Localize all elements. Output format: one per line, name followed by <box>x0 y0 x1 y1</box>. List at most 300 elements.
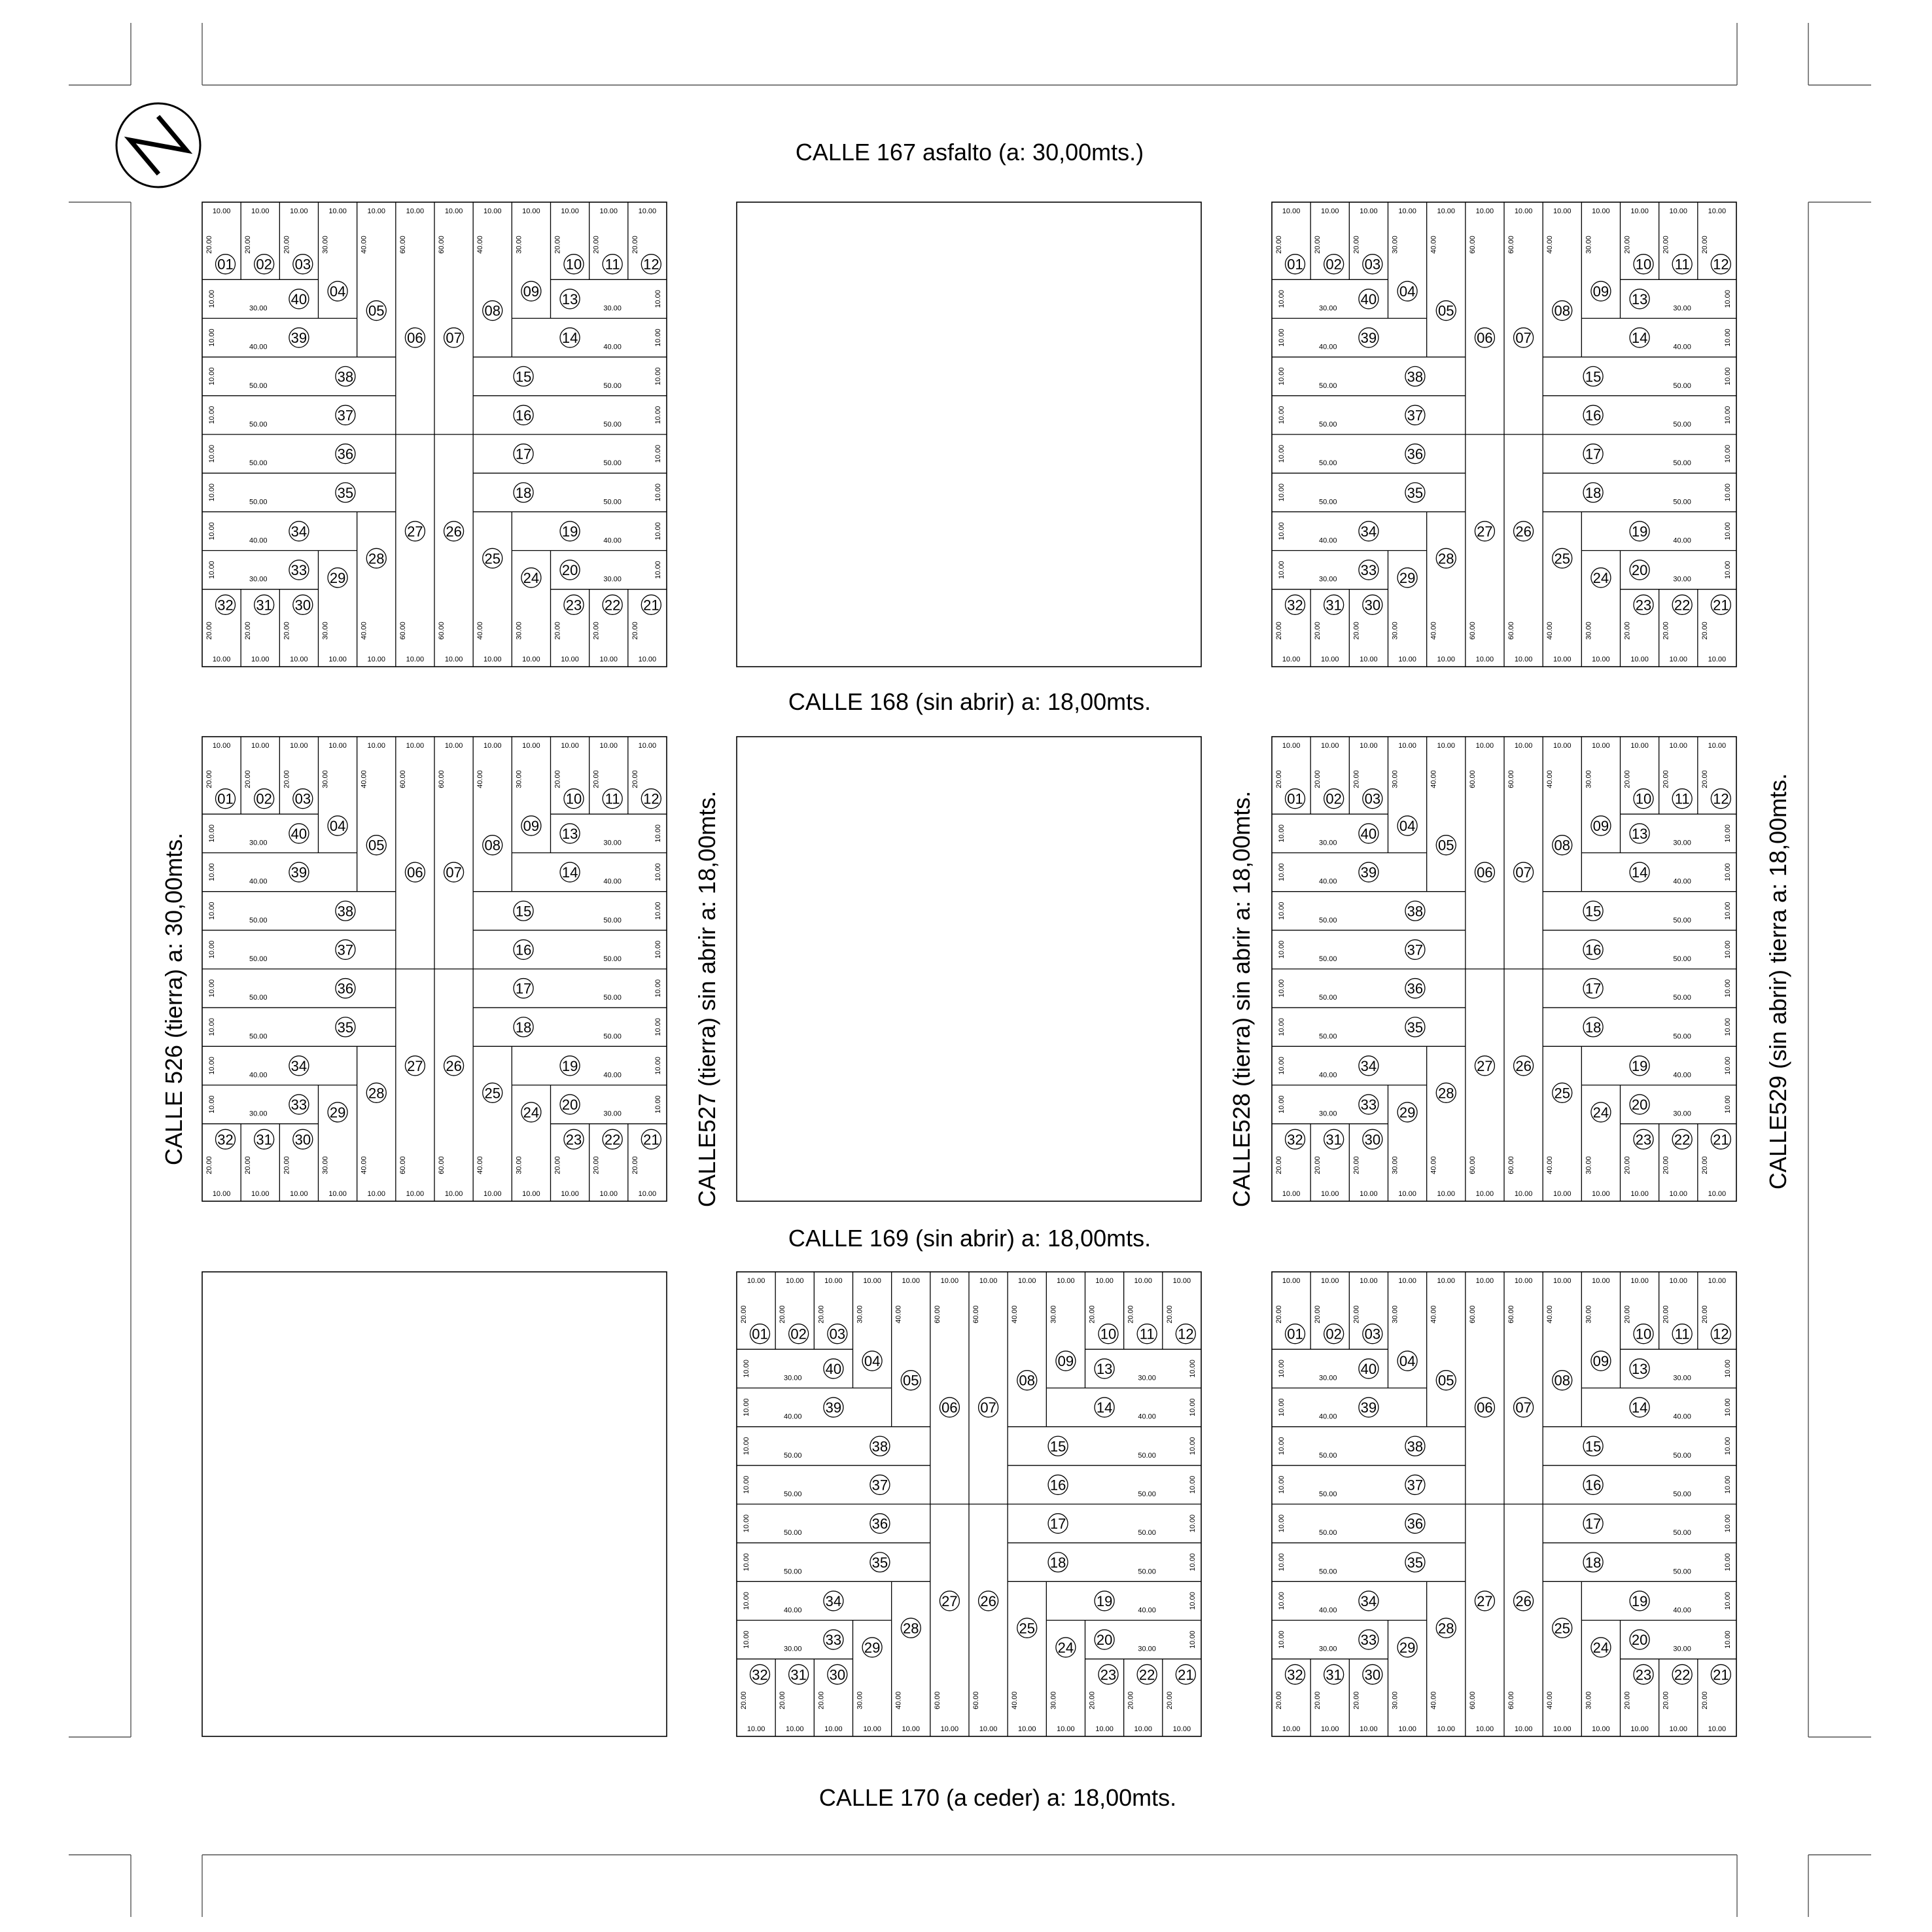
frontage-label: 10.00 <box>1553 1277 1572 1285</box>
lot-04[interactable] <box>1397 816 1417 835</box>
side-label: 10.00 <box>654 1017 662 1036</box>
lot-12[interactable] <box>641 789 661 809</box>
lot-06[interactable] <box>1475 328 1494 347</box>
lot-14[interactable] <box>1630 862 1649 882</box>
lot-24[interactable] <box>1591 568 1611 588</box>
lot-33[interactable] <box>289 1095 309 1114</box>
lot-31[interactable] <box>789 1664 809 1684</box>
lot-15[interactable] <box>1048 1436 1068 1456</box>
lot-25[interactable] <box>483 1083 502 1102</box>
lot-15[interactable] <box>1583 1436 1603 1456</box>
depth-label: 50.00 <box>249 421 268 429</box>
lot-35[interactable] <box>1405 1017 1425 1037</box>
lot-14[interactable] <box>1630 1397 1649 1417</box>
side-label: 10.00 <box>1278 522 1286 540</box>
lot-34[interactable] <box>1359 1056 1379 1076</box>
depth-label: 50.00 <box>603 421 622 429</box>
lot-20[interactable] <box>560 1095 580 1114</box>
lot-32[interactable] <box>750 1664 770 1684</box>
lot-25[interactable] <box>1017 1618 1037 1638</box>
lot-22[interactable] <box>1137 1664 1157 1684</box>
lot-19[interactable] <box>1630 1591 1649 1611</box>
lot-32[interactable] <box>216 1129 236 1149</box>
lot-06[interactable] <box>1475 862 1494 882</box>
lot-20[interactable] <box>1630 560 1649 580</box>
lot-28[interactable] <box>366 1083 386 1102</box>
lot-18[interactable] <box>514 483 533 502</box>
lot-04[interactable] <box>1397 281 1417 301</box>
lot-22[interactable] <box>603 595 622 614</box>
lot-15[interactable] <box>514 366 533 386</box>
lot-14[interactable] <box>560 862 580 882</box>
lot-23[interactable] <box>1634 1129 1653 1149</box>
lot-14[interactable] <box>1095 1397 1114 1417</box>
lot-30[interactable] <box>1363 595 1382 614</box>
lot-01[interactable] <box>1286 255 1305 274</box>
depth-label: 60.00 <box>438 770 446 788</box>
lot-31[interactable] <box>1324 1129 1344 1149</box>
lot-28[interactable] <box>1436 1618 1456 1638</box>
svg-text:40: 40 <box>1360 825 1377 842</box>
lot-13[interactable] <box>1630 1359 1649 1379</box>
lot-10[interactable] <box>1098 1324 1118 1344</box>
lot-34[interactable] <box>289 521 309 541</box>
depth-label: 40.00 <box>360 1156 368 1174</box>
lot-05[interactable] <box>1436 1371 1456 1390</box>
lot-24[interactable] <box>1591 1102 1611 1122</box>
lot-37[interactable] <box>336 940 355 959</box>
lot-01[interactable] <box>750 1324 770 1344</box>
lot-24[interactable] <box>1056 1638 1076 1657</box>
lot-16[interactable] <box>514 405 533 425</box>
lot-11[interactable] <box>603 255 622 274</box>
lot-20[interactable] <box>1095 1630 1114 1649</box>
lot-12[interactable] <box>1711 255 1730 274</box>
lot-11[interactable] <box>1672 255 1692 274</box>
lot-16[interactable] <box>1583 405 1603 425</box>
lot-11[interactable] <box>1672 789 1692 809</box>
lot-08[interactable] <box>1553 301 1572 321</box>
lot-27[interactable] <box>405 1056 425 1076</box>
lot-21[interactable] <box>1711 1129 1730 1149</box>
lot-23[interactable] <box>564 595 584 614</box>
lot-37[interactable] <box>1405 1475 1425 1494</box>
lot-30[interactable] <box>293 1129 313 1149</box>
lot-01[interactable] <box>216 789 236 809</box>
lot-01[interactable] <box>1286 789 1305 809</box>
lot-29[interactable] <box>328 568 347 588</box>
lot-15[interactable] <box>1583 366 1603 386</box>
lot-07[interactable] <box>979 1397 998 1417</box>
lot-33[interactable] <box>1359 1630 1379 1649</box>
lot-36[interactable] <box>336 979 355 998</box>
lot-19[interactable] <box>1095 1591 1114 1611</box>
lot-18[interactable] <box>1583 1017 1603 1037</box>
depth-label: 50.00 <box>1319 1032 1337 1041</box>
depth-label: 40.00 <box>1546 236 1554 254</box>
lot-17[interactable] <box>1583 444 1603 464</box>
lot-11[interactable] <box>1137 1324 1157 1344</box>
lot-32[interactable] <box>1286 1129 1305 1149</box>
lot-22[interactable] <box>1672 1664 1692 1684</box>
lot-02[interactable] <box>1324 255 1344 274</box>
lot-34[interactable] <box>289 1056 309 1076</box>
lot-39[interactable] <box>1359 328 1379 347</box>
lot-03[interactable] <box>293 255 313 274</box>
depth-label: 40.00 <box>1011 1305 1019 1324</box>
svg-text:24: 24 <box>523 569 540 586</box>
lot-28[interactable] <box>366 548 386 568</box>
lot-28[interactable] <box>1436 1083 1456 1102</box>
lot-26[interactable] <box>1514 1056 1534 1076</box>
lot-38[interactable] <box>870 1436 890 1456</box>
svg-text:17: 17 <box>1585 1515 1602 1532</box>
lot-16[interactable] <box>1583 940 1603 959</box>
lot-31[interactable] <box>255 595 274 614</box>
lot-31[interactable] <box>1324 1664 1344 1684</box>
lot-14[interactable] <box>1630 328 1649 347</box>
depth-label: 30.00 <box>856 1691 864 1710</box>
lot-02[interactable] <box>255 255 274 274</box>
lot-16[interactable] <box>514 940 533 959</box>
depth-label: 40.00 <box>603 536 622 545</box>
frontage-label: 10.00 <box>599 742 618 750</box>
lot-22[interactable] <box>1672 1129 1692 1149</box>
lot-33[interactable] <box>1359 1095 1379 1114</box>
lot-22[interactable] <box>1672 595 1692 614</box>
lot-23[interactable] <box>1098 1664 1118 1684</box>
lot-18[interactable] <box>1583 483 1603 502</box>
lot-07[interactable] <box>444 862 464 882</box>
lot-40[interactable] <box>289 289 309 309</box>
depth-label: 30.00 <box>1585 622 1593 640</box>
side-label: 10.00 <box>1189 1630 1197 1649</box>
depth-label: 20.00 <box>1623 622 1632 640</box>
side-label: 10.00 <box>208 406 216 425</box>
lot-10[interactable] <box>1634 789 1653 809</box>
frontage-label: 10.00 <box>1017 1725 1036 1733</box>
frontage-label: 10.00 <box>522 656 540 663</box>
lot-17[interactable] <box>1048 1514 1068 1534</box>
svg-text:31: 31 <box>1326 1131 1342 1148</box>
lot-20[interactable] <box>1630 1095 1649 1114</box>
lot-03[interactable] <box>293 789 313 809</box>
lot-04[interactable] <box>862 1351 882 1371</box>
svg-text:29: 29 <box>864 1639 881 1656</box>
lot-22[interactable] <box>603 1129 622 1149</box>
lot-09[interactable] <box>521 281 541 301</box>
lot-09[interactable] <box>1591 281 1611 301</box>
lot-24[interactable] <box>521 568 541 588</box>
lot-34[interactable] <box>1359 521 1379 541</box>
lot-31[interactable] <box>255 1129 274 1149</box>
lot-04[interactable] <box>328 281 347 301</box>
lot-05[interactable] <box>1436 301 1456 321</box>
lot-35[interactable] <box>1405 483 1425 502</box>
frontage-label: 10.00 <box>1437 742 1456 750</box>
lot-38[interactable] <box>1405 366 1425 386</box>
lot-24[interactable] <box>521 1102 541 1122</box>
lot-36[interactable] <box>336 444 355 464</box>
lot-23[interactable] <box>564 1129 584 1149</box>
lot-05[interactable] <box>901 1371 921 1390</box>
lot-21[interactable] <box>641 1129 661 1149</box>
depth-label: 20.00 <box>283 236 291 254</box>
lot-03[interactable] <box>1363 1324 1382 1344</box>
depth-label: 50.00 <box>603 916 622 924</box>
depth-label: 50.00 <box>1319 1451 1337 1460</box>
lot-38[interactable] <box>336 366 355 386</box>
depth-label: 30.00 <box>1138 1374 1156 1382</box>
lot-39[interactable] <box>289 862 309 882</box>
svg-text:25: 25 <box>484 1085 501 1102</box>
lot-37[interactable] <box>336 405 355 425</box>
lot-10[interactable] <box>1634 1324 1653 1344</box>
lot-21[interactable] <box>641 595 661 614</box>
lot-39[interactable] <box>824 1397 843 1417</box>
lot-35[interactable] <box>870 1553 890 1572</box>
depth-label: 40.00 <box>1673 536 1691 545</box>
depth-label: 30.00 <box>1391 236 1399 254</box>
lot-27[interactable] <box>940 1591 959 1611</box>
lot-08[interactable] <box>1553 835 1572 855</box>
lot-36[interactable] <box>1405 979 1425 998</box>
lot-23[interactable] <box>1634 1664 1653 1684</box>
svg-text:33: 33 <box>290 562 307 579</box>
lot-38[interactable] <box>336 901 355 921</box>
lot-30[interactable] <box>1363 1129 1382 1149</box>
lot-36[interactable] <box>1405 1514 1425 1534</box>
lot-30[interactable] <box>293 595 313 614</box>
lot-03[interactable] <box>1363 255 1382 274</box>
lot-26[interactable] <box>1514 521 1534 541</box>
lot-07[interactable] <box>1514 1397 1534 1417</box>
lot-27[interactable] <box>1475 521 1494 541</box>
lot-07[interactable] <box>444 328 464 347</box>
lot-32[interactable] <box>216 595 236 614</box>
frontage-label: 10.00 <box>1360 1190 1378 1198</box>
depth-label: 60.00 <box>1468 770 1477 788</box>
lot-01[interactable] <box>216 255 236 274</box>
svg-text:07: 07 <box>446 330 462 347</box>
lot-38[interactable] <box>1405 1436 1425 1456</box>
lot-33[interactable] <box>1359 560 1379 580</box>
lot-28[interactable] <box>901 1618 921 1638</box>
lot-08[interactable] <box>483 301 502 321</box>
lot-05[interactable] <box>1436 835 1456 855</box>
lot-04[interactable] <box>328 816 347 835</box>
lot-30[interactable] <box>828 1664 847 1684</box>
lot-06[interactable] <box>940 1397 959 1417</box>
lot-03[interactable] <box>828 1324 847 1344</box>
lot-02[interactable] <box>789 1324 809 1344</box>
lot-25[interactable] <box>483 548 502 568</box>
lot-35[interactable] <box>336 483 355 502</box>
lot-21[interactable] <box>1176 1664 1195 1684</box>
svg-text:34: 34 <box>825 1592 842 1609</box>
svg-text:02: 02 <box>1326 256 1342 273</box>
lot-19[interactable] <box>560 521 580 541</box>
svg-text:04: 04 <box>1399 818 1416 835</box>
lot-09[interactable] <box>521 816 541 835</box>
lot-26[interactable] <box>444 1056 464 1076</box>
lot-17[interactable] <box>514 979 533 998</box>
lot-11[interactable] <box>603 789 622 809</box>
lot-12[interactable] <box>1176 1324 1195 1344</box>
lot-27[interactable] <box>405 521 425 541</box>
depth-label: 60.00 <box>1507 1156 1515 1174</box>
lot-37[interactable] <box>1405 405 1425 425</box>
lot-33[interactable] <box>824 1630 843 1649</box>
lot-17[interactable] <box>1583 1514 1603 1534</box>
side-label: 10.00 <box>743 1437 750 1456</box>
lot-32[interactable] <box>1286 595 1305 614</box>
lot-10[interactable] <box>1634 255 1653 274</box>
lot-39[interactable] <box>289 328 309 347</box>
lot-33[interactable] <box>289 560 309 580</box>
side-label: 10.00 <box>1724 979 1732 998</box>
lot-19[interactable] <box>1630 521 1649 541</box>
lot-10[interactable] <box>564 789 584 809</box>
lot-12[interactable] <box>641 255 661 274</box>
lot-40[interactable] <box>1359 1359 1379 1379</box>
lot-24[interactable] <box>1591 1638 1611 1657</box>
lot-29[interactable] <box>1397 1638 1417 1657</box>
lot-21[interactable] <box>1711 595 1730 614</box>
svg-text:19: 19 <box>561 523 578 540</box>
lot-17[interactable] <box>514 444 533 464</box>
lot-29[interactable] <box>1397 1102 1417 1122</box>
lot-02[interactable] <box>255 789 274 809</box>
lot-27[interactable] <box>1475 1056 1494 1076</box>
lot-16[interactable] <box>1048 1475 1068 1494</box>
svg-text:05: 05 <box>368 837 385 854</box>
lot-02[interactable] <box>1324 789 1344 809</box>
side-label: 10.00 <box>1724 290 1732 308</box>
lot-02[interactable] <box>1324 1324 1344 1344</box>
lot-37[interactable] <box>870 1475 890 1494</box>
lot-13[interactable] <box>1630 824 1649 843</box>
lot-29[interactable] <box>1397 568 1417 588</box>
lot-08[interactable] <box>1553 1371 1572 1390</box>
lot-05[interactable] <box>366 301 386 321</box>
lot-39[interactable] <box>1359 1397 1379 1417</box>
lot-05[interactable] <box>366 835 386 855</box>
lot-26[interactable] <box>979 1591 998 1611</box>
lot-18[interactable] <box>514 1017 533 1037</box>
lot-08[interactable] <box>483 835 502 855</box>
lot-36[interactable] <box>1405 444 1425 464</box>
lot-15[interactable] <box>1583 901 1603 921</box>
svg-text:06: 06 <box>407 864 423 881</box>
lot-30[interactable] <box>1363 1664 1382 1684</box>
lot-12[interactable] <box>1711 789 1730 809</box>
svg-text:18: 18 <box>1585 484 1602 501</box>
lot-40[interactable] <box>1359 824 1379 843</box>
depth-label: 30.00 <box>321 1156 330 1174</box>
lot-40[interactable] <box>289 824 309 843</box>
side-label: 10.00 <box>1724 1592 1732 1610</box>
lot-35[interactable] <box>1405 1553 1425 1572</box>
lot-20[interactable] <box>1630 1630 1649 1649</box>
lot-40[interactable] <box>1359 289 1379 309</box>
lot-25[interactable] <box>1553 1083 1572 1102</box>
lot-10[interactable] <box>564 255 584 274</box>
lot-38[interactable] <box>1405 901 1425 921</box>
lot-40[interactable] <box>824 1359 843 1379</box>
lot-23[interactable] <box>1634 595 1653 614</box>
lot-13[interactable] <box>560 289 580 309</box>
block-row2-col3 <box>1272 737 1736 1201</box>
lot-09[interactable] <box>1591 816 1611 835</box>
lot-09[interactable] <box>1056 1351 1076 1371</box>
svg-text:39: 39 <box>1360 330 1377 347</box>
lot-12[interactable] <box>1711 1324 1730 1344</box>
lot-13[interactable] <box>1095 1359 1114 1379</box>
lot-19[interactable] <box>560 1056 580 1076</box>
lot-20[interactable] <box>560 560 580 580</box>
depth-label: 50.00 <box>1319 1490 1337 1498</box>
lot-31[interactable] <box>1324 595 1344 614</box>
lot-14[interactable] <box>560 328 580 347</box>
lot-25[interactable] <box>1553 548 1572 568</box>
lot-21[interactable] <box>1711 1664 1730 1684</box>
lot-29[interactable] <box>328 1102 347 1122</box>
block-row2-col1 <box>202 737 667 1201</box>
lot-34[interactable] <box>824 1591 843 1611</box>
lot-06[interactable] <box>1475 1397 1494 1417</box>
lot-13[interactable] <box>1630 289 1649 309</box>
lot-19[interactable] <box>1630 1056 1649 1076</box>
lot-09[interactable] <box>1591 1351 1611 1371</box>
svg-text:22: 22 <box>1138 1666 1155 1683</box>
lot-18[interactable] <box>1583 1553 1603 1572</box>
lot-03[interactable] <box>1363 789 1382 809</box>
side-label: 10.00 <box>1278 1017 1286 1036</box>
lot-37[interactable] <box>1405 940 1425 959</box>
lot-29[interactable] <box>862 1638 882 1657</box>
depth-label: 40.00 <box>476 622 485 640</box>
lot-07[interactable] <box>1514 862 1534 882</box>
lot-06[interactable] <box>405 862 425 882</box>
lot-15[interactable] <box>514 901 533 921</box>
lot-17[interactable] <box>1583 979 1603 998</box>
lot-08[interactable] <box>1017 1371 1037 1390</box>
lot-35[interactable] <box>336 1017 355 1037</box>
lot-11[interactable] <box>1672 1324 1692 1344</box>
lot-28[interactable] <box>1436 548 1456 568</box>
svg-text:29: 29 <box>1399 569 1416 586</box>
lot-06[interactable] <box>405 328 425 347</box>
lot-36[interactable] <box>870 1514 890 1534</box>
lot-26[interactable] <box>1514 1591 1534 1611</box>
svg-text:31: 31 <box>1326 597 1342 614</box>
lot-16[interactable] <box>1583 1475 1603 1494</box>
lot-18[interactable] <box>1048 1553 1068 1572</box>
lot-34[interactable] <box>1359 1591 1379 1611</box>
lot-39[interactable] <box>1359 862 1379 882</box>
frontage-label: 10.00 <box>1360 1277 1378 1285</box>
lot-04[interactable] <box>1397 1351 1417 1371</box>
lot-32[interactable] <box>1286 1664 1305 1684</box>
depth-label: 40.00 <box>1673 343 1691 351</box>
lot-07[interactable] <box>1514 328 1534 347</box>
lot-27[interactable] <box>1475 1591 1494 1611</box>
lot-26[interactable] <box>444 521 464 541</box>
lot-01[interactable] <box>1286 1324 1305 1344</box>
lot-13[interactable] <box>560 824 580 843</box>
lot-25[interactable] <box>1553 1618 1572 1638</box>
